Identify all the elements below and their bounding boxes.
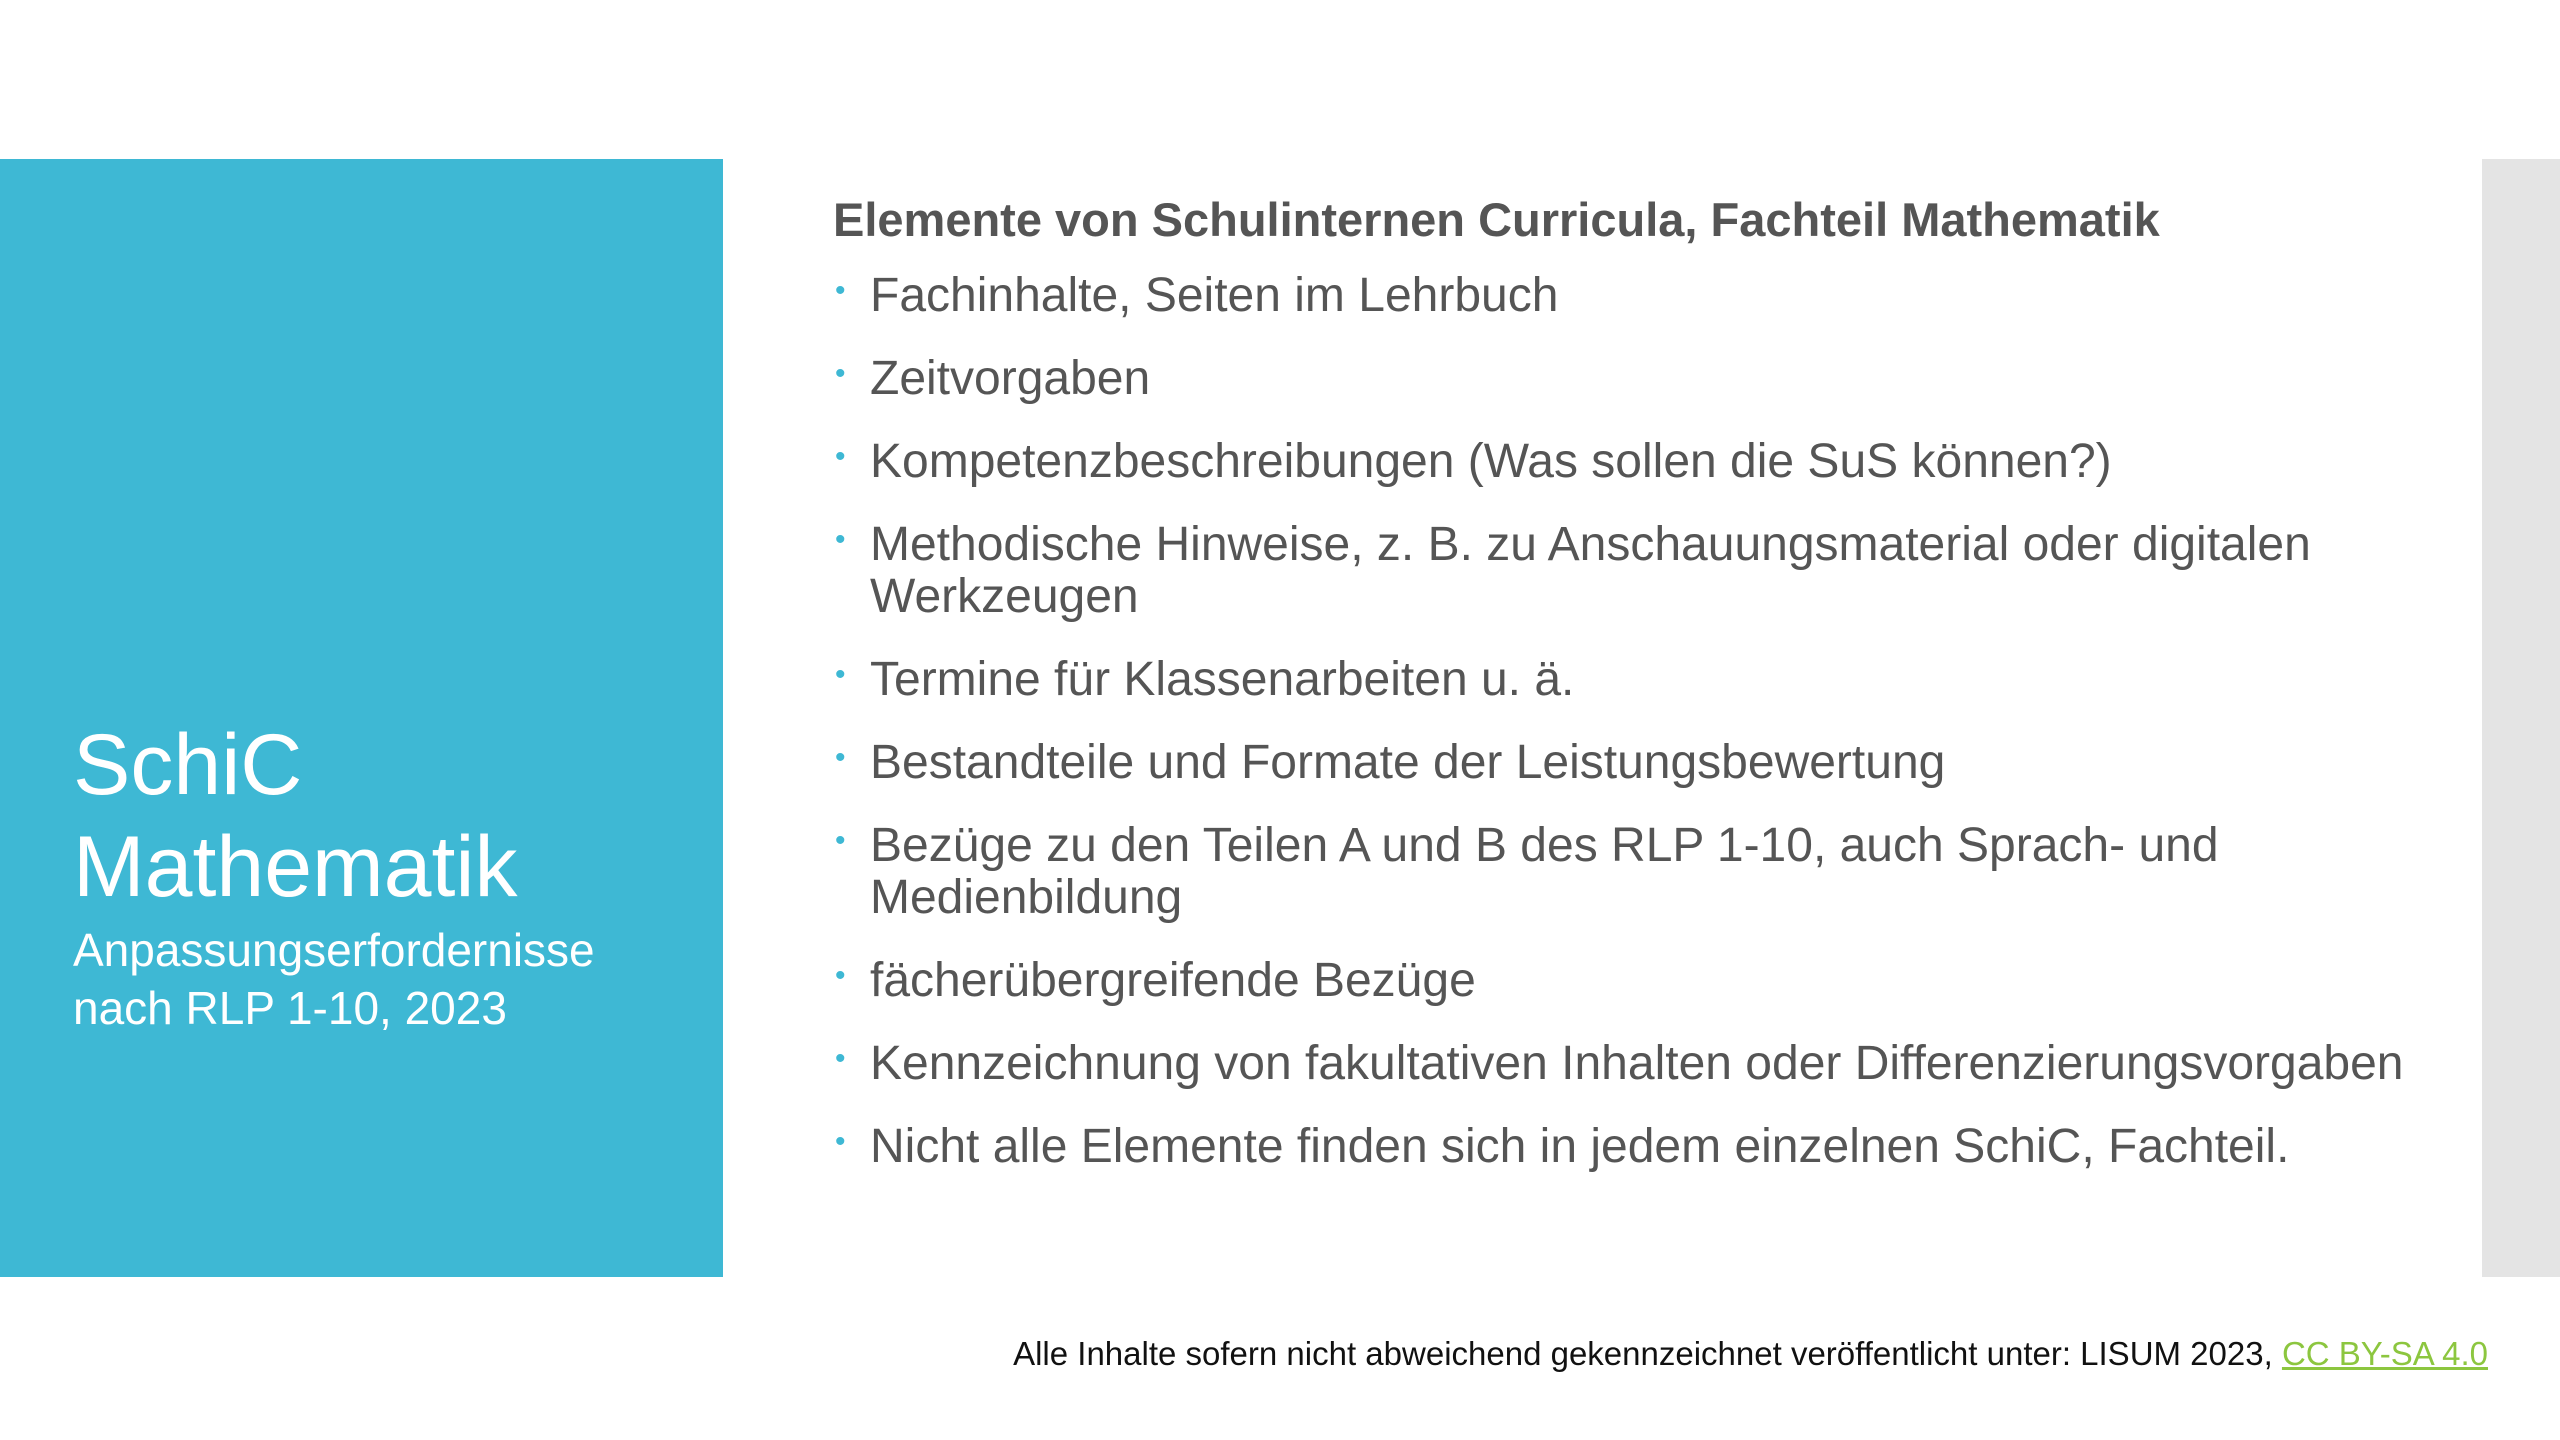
bullet-dot-icon: •: [835, 1125, 846, 1158]
bullet-text: fächerübergreifende Bezüge: [870, 954, 1476, 1007]
bullet-item: [833, 519, 2453, 623]
bullet-text: Kompetenzbeschreibungen (Was sollen die SuS können?): [870, 435, 2112, 488]
bullet-dot-icon: •: [835, 741, 846, 774]
bullet-item: [833, 436, 2453, 488]
license-link[interactable]: CC BY-SA 4.0: [2281, 1335, 2488, 1372]
bullet-dot-icon: •: [835, 658, 846, 691]
bullet-item: [833, 270, 2453, 322]
bullet-dot-icon: •: [835, 440, 846, 473]
slide-title: [73, 714, 518, 918]
bullet-item: [833, 654, 2453, 706]
bullet-text: Bestandteile und Formate der Leistungsbewertung: [870, 736, 1946, 789]
bullet-item: [833, 955, 2453, 1007]
slide-subtitle-line-1: Anpassungserfordernisse: [73, 924, 595, 976]
slide-title-line-1: SchiC: [73, 717, 303, 813]
bullet-list: [833, 270, 2453, 1173]
slide-subtitle-line-2: nach RLP 1-10, 2023: [73, 982, 507, 1034]
bullet-text: Fachinhalte, Seiten im Lehrbuch: [870, 269, 1559, 322]
content-heading: Elemente von Schulinternen Curricula, Fachteil Mathematik: [833, 193, 2160, 246]
bullet-item: [833, 353, 2453, 405]
bullet-text: Kennzeichnung von fakultativen Inhalten oder Differenzierungsvorgaben: [870, 1037, 2404, 1090]
bullet-item: [833, 1038, 2453, 1090]
bullet-text: Termine für Klassenarbeiten u. ä.: [870, 653, 1575, 706]
bullet-text: Bezüge zu den Teilen A und B des RLP 1-10, auch Sprach- und Medienbildung: [870, 819, 2219, 924]
slide-title-line-2: Mathematik: [73, 819, 518, 915]
bullet-dot-icon: •: [835, 1042, 846, 1075]
bullet-text: Zeitvorgaben: [870, 352, 1151, 405]
bullet-dot-icon: •: [835, 824, 846, 857]
license-footer: [1013, 1333, 2488, 1375]
bullet-dot-icon: •: [835, 274, 846, 307]
footer-text: Alle Inhalte sofern nicht abweichend gekennzeichnet veröffentlicht unter: LISUM 2023,: [1013, 1335, 2273, 1372]
side-decoration-bar: [2482, 159, 2560, 1277]
title-panel: [0, 159, 723, 1277]
bullet-item: [833, 737, 2453, 789]
bullet-text: Nicht alle Elemente finden sich in jedem einzelnen SchiC, Fachteil.: [870, 1120, 2290, 1173]
content-area: [833, 190, 2453, 1204]
slide-subtitle: [73, 921, 595, 1037]
bullet-dot-icon: •: [835, 959, 846, 992]
bullet-dot-icon: •: [835, 357, 846, 390]
bullet-dot-icon: •: [835, 523, 846, 556]
bullet-text: Methodische Hinweise, z. B. zu Anschauungsmaterial oder digitalen Werkzeugen: [870, 518, 2311, 623]
bullet-item: [833, 1121, 2453, 1173]
bullet-item: [833, 820, 2453, 924]
